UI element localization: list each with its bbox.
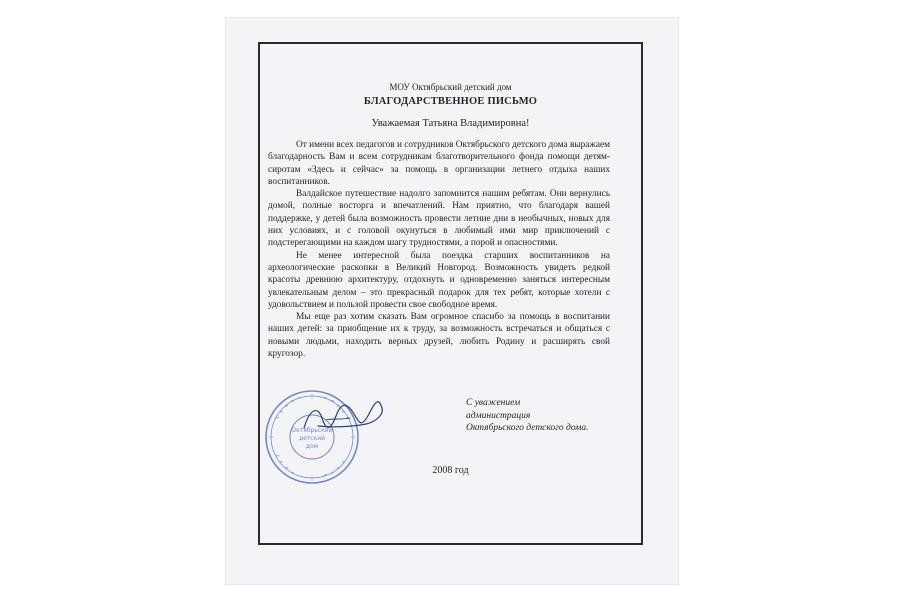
paragraph: Не менее интересной была поездка старших воспитанников на археологические раскопки в Великий Новгород. Возможность увидеть редкой красоты древнюю архитектуру, отдохнуть и одновременно заняться интересным увлекательным делом – это прекрасный подарок для тех ребят, которые хотели с удовольствием и пользой провести свое свободное время. [268, 250, 610, 310]
organization-header: МОУ Октябрьский детский дом [389, 82, 512, 92]
paragraph: Валдайское путешествие надолго запомнится нашим ребятам. Они вернулись домой, полные восторга и впечатлений. Нам приятно, что благодаря вашей поддержке, у детей была возможность провести летние дни в необычных, новых для них условиях, и с головой окунуться в любимый ими мир приключений с подстерегающими на каждом шагу трудностями, а порой и опасностями. [268, 189, 610, 249]
letter-body [268, 139, 610, 360]
letter-title: БЛАГОДАРСТВЕННОЕ ПИСЬМО [363, 96, 538, 107]
letter-year: 2008 год [432, 465, 469, 476]
stamp-line: детский [298, 435, 326, 442]
closing-line: Октябрьского детского дома. [466, 423, 589, 433]
paragraph: Мы еще раз хотим сказать Вам огромное спасибо за помощь в воспитании наших детей: за приобщение их к труду, за возможность встречаться и общаться с новыми людьми, находить верных друзей, любить Родину и расширять свой кругозор. [268, 312, 610, 360]
stamp-line: дом [305, 443, 319, 450]
closing-signature-block [466, 397, 588, 435]
greeting: Уважаемая Татьяна Владимировна! [371, 118, 530, 129]
closing-line: С уважением [466, 398, 521, 408]
stamp-line: Октябрьский [291, 427, 333, 434]
signature [296, 398, 386, 438]
paragraph: От имени всех педагогов и сотрудников Октябрьского детского дома выражаем благодарность Вам и всем сотрудникам благотворительного фонда помощи детям-сиротам «Здесь и сейчас» за помощь в организации летнего отдыха наших воспитанников. [268, 140, 610, 187]
closing-line: администрация [466, 410, 531, 421]
